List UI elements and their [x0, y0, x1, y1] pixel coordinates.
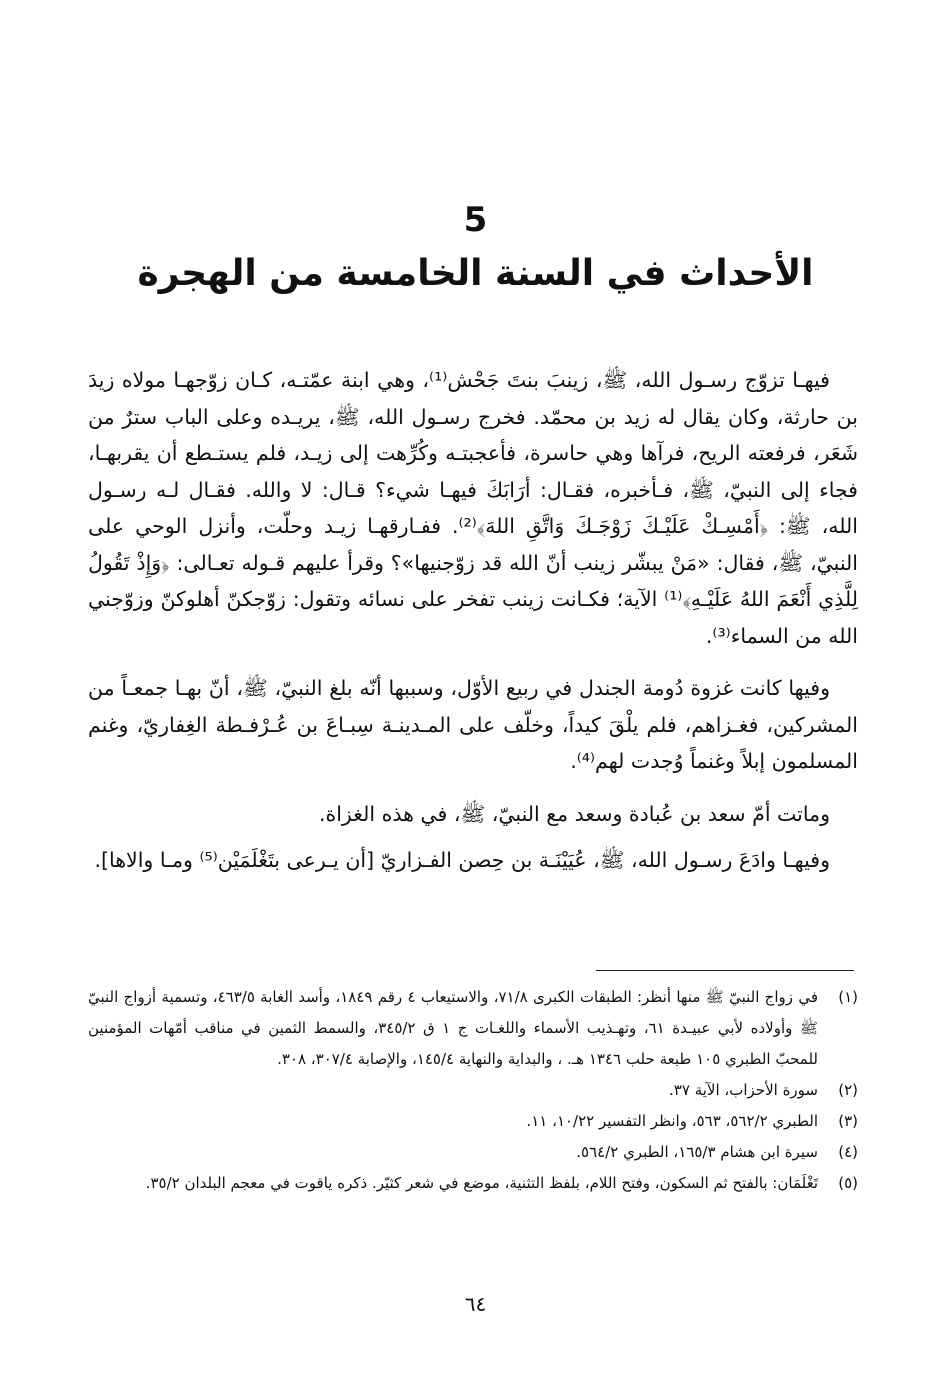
footnote	[88, 982, 858, 1075]
footnote-separator	[596, 970, 854, 971]
paragraph: وماتت أمّ سعد بن عُبادة وسعد مع النبيّ، ﷺ، في هذه الغزاة.	[318, 801, 830, 826]
footnote-text: الطبري ٥٦٢/٢، ٥٦٣، وانظر التفسير ١٠/٢٢، ١١.	[526, 1112, 818, 1130]
footnote-number: (٥)	[838, 1174, 858, 1192]
page-number: ٦٤	[464, 1292, 487, 1316]
paragraph: وفيهـا وادَعَ رسـول الله، ﷺ، عُيَيْنَـة بن حِصن الفـزاريّ [أن يـرعى بتَغْلَمَيْن⁽⁵⁾ ومـا والاها].	[94, 848, 830, 872]
footnote-number: (٤)	[838, 1143, 858, 1161]
chapter-title: الأحداث في السنة الخامسة من الهجرة	[137, 253, 814, 294]
paragraph: وفيها كانت غزوة دُومة الجندل في ربيع الأوّل، وسببها أنّه بلغ النبيّ، ﷺ، أنّ بهـا جمعـاً من المشركين، فغـزاهم، فلم يلْقَ كيداً، وخلّف على المـدينـة سِبـاعَ بن عُـرْفـطة الغِفاريّ، وغنم المسلمون إبلاً وغنماً وُجدت لهم⁽⁴⁾.	[88, 676, 858, 773]
footnote	[88, 1137, 858, 1168]
footnote	[88, 1106, 858, 1137]
chapter-number: 5	[463, 200, 488, 240]
footnote-text: سيرة ابن هشام ١٦٥/٣، الطبري ٥٦٤/٢.	[576, 1143, 818, 1161]
footnote-text: في زواج النبيّ ﷺ منها أنظر: الطبقات الكبرى ٧١/٨، والاستيعاب ٤ رقم ١٨٤٩، وأسد الغابة ٤٦٣/٥، وتسمية أزواج النبيّ ﷺ وأولاده لأبي عبيـدة ٦١، وتهـذيب الأسماء واللغـات ج ١ ق ٣٤٥/٢، والسمط الثمين في مناقب أمّهات المؤمنين للمحبّ الطبري ١٠٥ طبعة حلب ١٣٤٦ هـ. ، والبداية والنهاية ١٤٥/٤، والإصابة ٣٠٧/٤، ٣٠٨.	[88, 988, 818, 1068]
footnote	[88, 1075, 858, 1106]
footnote	[88, 1168, 858, 1199]
body-text	[88, 362, 858, 895]
footnote-number: (٣)	[838, 1112, 858, 1130]
footnote-text: تَغْلَمَان: بالفتح ثم السكون، وفتح اللام، بلفظ التثنية، موضع في شعر كثيّر. ذكره ياقوت في معجم البلدان ٣٥/٢.	[145, 1174, 818, 1192]
paragraph: فيهـا تزوّج رسـول الله، ﷺ، زينبَ بنتَ جَحْش⁽¹⁾، وهي ابنة عمّتـه، كـان زوّجهـا مولاه زيدَ بن حارثة، وكان يقال له زيد بن محمّد. فخرج رسـول الله، ﷺ، يريـده وعلى الباب سترٌ من شَعَر، فرفعته الريح، فرآها وهي حاسرة، فأعجبتـه وكُرِّهت إلى زيـد، فلم يستـطع أن يقربهـا، فجاء إلى النبيّ، ﷺ، فـأخبره، فقـال: أرَابَكَ فيهـا شيء؟ قـال: لا والله. فقـال لـه رسـول الله، ﷺ: ﴿أَمْسِـكْ عَلَيْـكَ زَوْجَـكَ وَاتَّقِ اللهَ﴾⁽²⁾. ففـارقهـا زيـد وحلّت، وأنزل الوحي على النبيّ، ﷺ، فقال: «مَنْ يبشّر زينب أنّ الله قد زوّجنيها»؟ وقرأ عليهم قـوله تعـالى: ﴿وَإِذْ تَقُولُ لِلَّذِي أَنْعَمَ اللهُ عَلَيْـهِ﴾⁽¹⁾ الآية؛ فكـانت زينب تفخر على نسائه وتقول: زوّجكنّ أهلوكنّ وزوّجني الله من السماء⁽³⁾.	[88, 368, 858, 648]
footnote-text: سورة الأحزاب، الآية ٣٧.	[669, 1081, 818, 1099]
footnote-number: (١)	[838, 988, 858, 1006]
footnotes	[88, 982, 858, 1199]
footnote-number: (٢)	[838, 1081, 858, 1099]
